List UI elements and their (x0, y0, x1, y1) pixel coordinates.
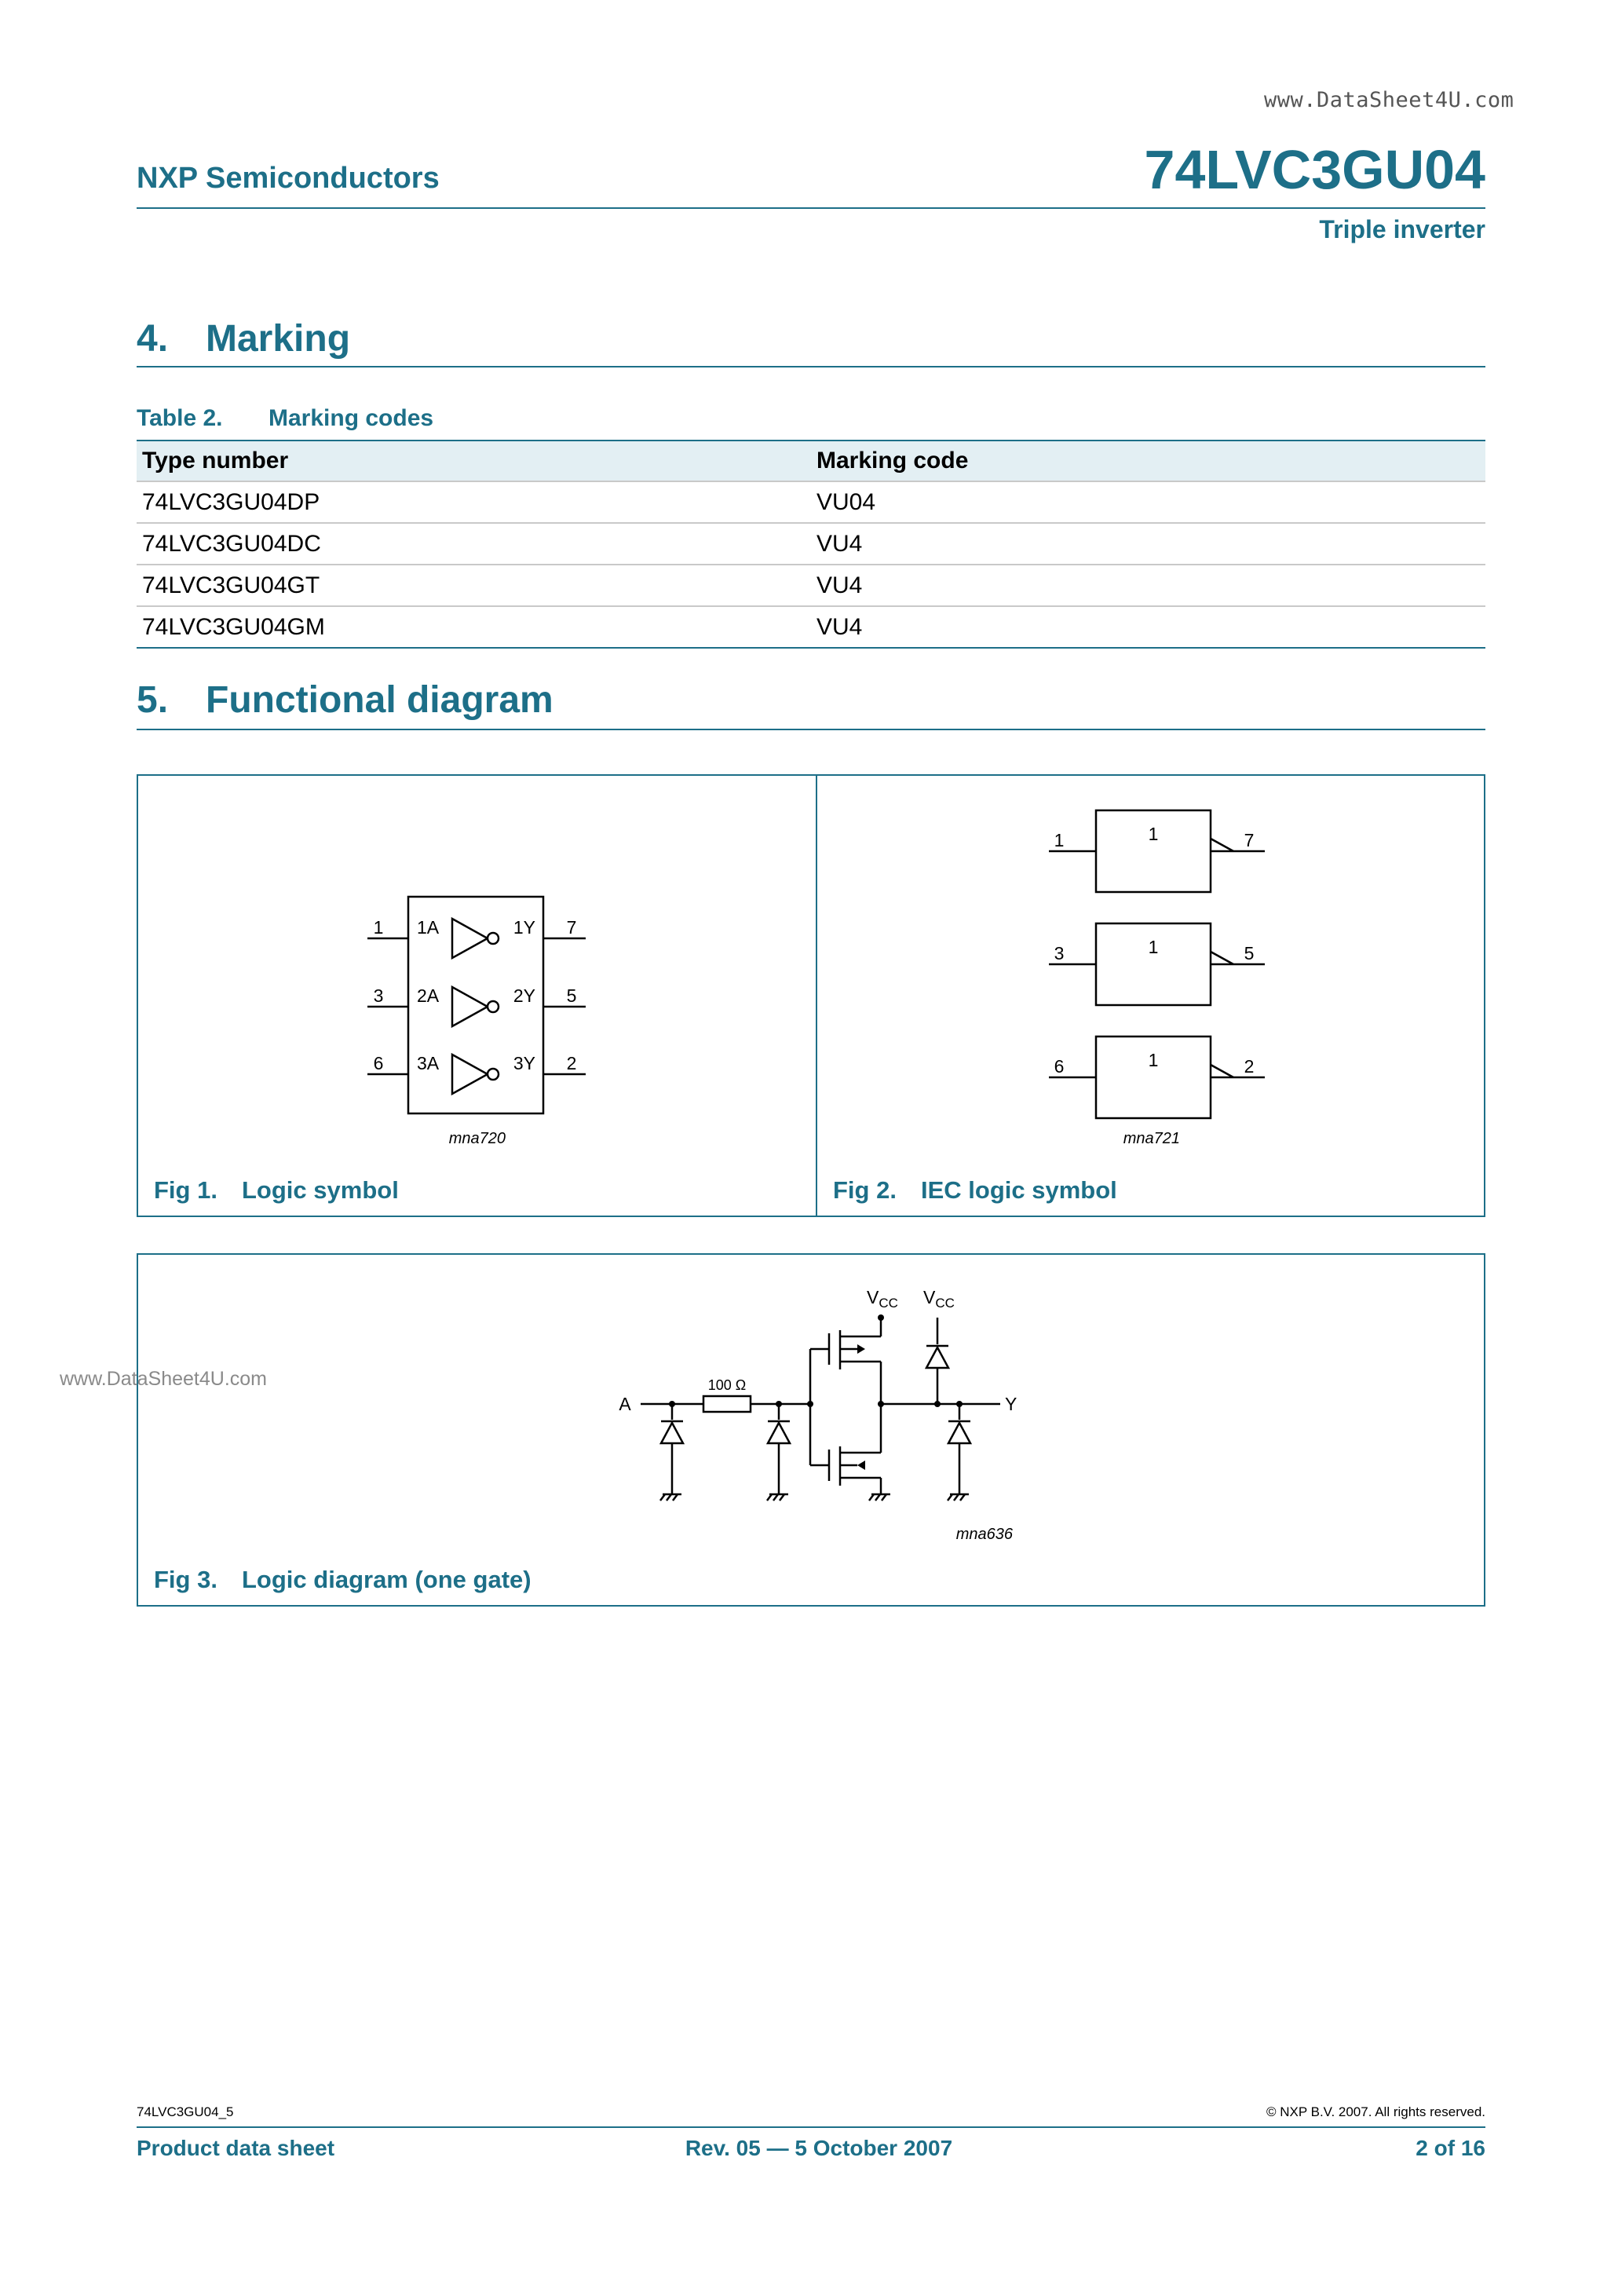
section-number: 5. (137, 679, 169, 721)
pin-label: 3 (373, 985, 384, 1006)
footer-copyright: © NXP B.V. 2007. All rights reserved. (1266, 2104, 1485, 2119)
product-subtitle: Triple inverter (1319, 215, 1485, 243)
vcc-label: $V_{CC}$ (867, 1287, 898, 1311)
section-title: Marking (206, 318, 351, 360)
table-caption (137, 405, 433, 432)
table-label: Table 2. (137, 405, 223, 431)
pin-name: 1A (417, 917, 440, 938)
pin-label: 3 (1054, 943, 1065, 963)
cell-marking-code: VU4 (811, 565, 1485, 606)
pin-label: 6 (373, 1053, 384, 1073)
pin-label: 6 (1054, 1056, 1065, 1077)
section-rule (137, 729, 1485, 730)
table-title: Marking codes (269, 405, 434, 431)
input-label: A (619, 1394, 631, 1414)
marking-codes-table (137, 440, 1485, 649)
table-row (137, 565, 1485, 606)
cell-marking-code: VU4 (811, 523, 1485, 565)
table-row (137, 523, 1485, 565)
cell-type-number: 74LVC3GU04DP (137, 481, 811, 523)
product-title: 74LVC3GU04 (1144, 139, 1485, 200)
pin-label: 2 (1244, 1056, 1255, 1077)
column-header-marking-code: Marking code (811, 441, 1485, 481)
cell-type-number: 74LVC3GU04GM (137, 606, 811, 648)
table-row (137, 481, 1485, 523)
figure-title: IEC logic symbol (921, 1176, 1117, 1204)
figure-iec-logic-symbol (816, 774, 1485, 1217)
pin-label: 5 (1244, 943, 1255, 963)
table-row (137, 606, 1485, 648)
column-header-type-number: Type number (137, 441, 811, 481)
section-rule (137, 366, 1485, 367)
figure-label: Fig 2. (833, 1176, 897, 1204)
logic-symbol-diagram (138, 776, 816, 1168)
figure-logic-diagram (137, 1253, 1485, 1607)
pin-label: 2 (566, 1053, 577, 1073)
resistor-label: 100 Ω (707, 1377, 747, 1393)
section-heading-marking (137, 317, 350, 360)
pin-label: 7 (566, 917, 577, 938)
header-rule (137, 207, 1485, 209)
box-symbol: 1 (1148, 824, 1159, 844)
figure-label: Fig 1. (154, 1176, 217, 1204)
pin-name: 2Y (513, 985, 535, 1006)
figure-caption (154, 1176, 399, 1205)
pin-name: 2A (417, 985, 440, 1006)
figure-title: Logic diagram (one gate) (242, 1566, 532, 1593)
pin-label: 1 (1054, 830, 1065, 850)
pin-name: 3Y (513, 1053, 535, 1073)
box-symbol: 1 (1148, 1050, 1159, 1070)
footer-page-number: 2 of 16 (1416, 2136, 1485, 2160)
cell-marking-code: VU4 (811, 606, 1485, 648)
footer-revision: Rev. 05 — 5 October 2007 (685, 2136, 953, 2160)
pin-label: 1 (373, 917, 384, 938)
vcc-label: $V_{CC}$ (923, 1287, 955, 1311)
figure-label: Fig 3. (154, 1566, 217, 1593)
figure-code: mna720 (448, 1130, 506, 1147)
section-heading-functional-diagram (137, 678, 553, 722)
section-title: Functional diagram (206, 679, 553, 721)
logic-diagram-circuit (138, 1255, 1484, 1569)
output-label: Y (1005, 1394, 1017, 1414)
footer-rule (137, 2126, 1485, 2128)
table-header-row (137, 441, 1485, 481)
watermark-side: www.DataSheet4U.com (60, 1368, 268, 1390)
figure-code: mna721 (1123, 1130, 1180, 1147)
company-name: NXP Semiconductors (137, 162, 440, 195)
box-symbol: 1 (1148, 937, 1159, 957)
figure-code: mna636 (955, 1526, 1013, 1543)
iec-logic-symbol-diagram (817, 776, 1484, 1168)
watermark-top: www.DataSheet4U.com (1264, 88, 1514, 112)
figure-title: Logic symbol (242, 1176, 399, 1204)
figure-logic-symbol (137, 774, 817, 1217)
cell-marking-code: VU04 (811, 481, 1485, 523)
pin-name: 3A (417, 1053, 440, 1073)
figure-caption (833, 1176, 1117, 1205)
figure-caption (154, 1566, 532, 1594)
pin-label: 7 (1244, 830, 1255, 850)
pin-name: 1Y (513, 917, 535, 938)
footer-doc-id: 74LVC3GU04_5 (137, 2104, 234, 2119)
cell-type-number: 74LVC3GU04DC (137, 523, 811, 565)
cell-type-number: 74LVC3GU04GT (137, 565, 811, 606)
section-number: 4. (137, 318, 169, 360)
pin-label: 5 (566, 985, 577, 1006)
footer-doc-type: Product data sheet (137, 2136, 335, 2160)
